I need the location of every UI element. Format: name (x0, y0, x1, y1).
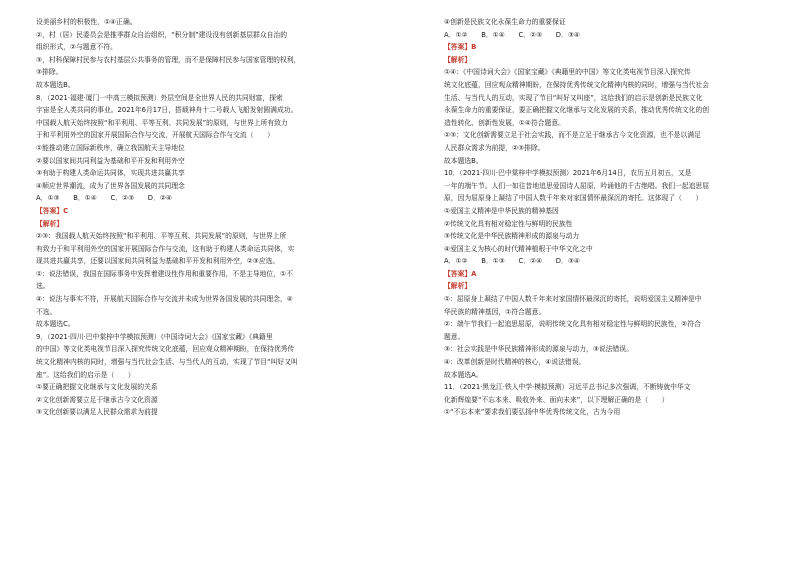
text-line: ②③：我国载人航天始终按照“和平利用、平等互利、共同发展”的原则，与世界上所 (36, 232, 287, 241)
analysis-label: 【解析】 (444, 282, 472, 291)
text-line: 统文化精神内核的同时，增强与当代社会生活、与当代人的互动，实现了节目“叫好又叫 (36, 358, 298, 367)
text-line: 中国载人航天始终按照“和平利用、平等互利、共同发展”的原则，与世界上所有致力 (36, 118, 288, 127)
analysis-label: 【解析】 (36, 219, 64, 228)
text-line: 组织形式，②与题意不符。 (36, 43, 117, 52)
text-line: ③有助于构建人类命运共同体，实现共进共赢共享 (36, 169, 185, 178)
text-line: 造性转化、创新性发展，①④符合题意。 (444, 118, 565, 127)
text-line: ④：说法与事实不符，开展航天国际合作与交流并未成为世界各国发展的共同理念，④ (36, 295, 293, 304)
text-line: 有致力于和平利用外空的国家开展国际合作与交流，这有助于构建人类命运共同体，实 (36, 244, 295, 253)
text-line: ④爱国主义为核心的时代精神植根于中华文化之中 (444, 244, 593, 253)
text-line: 现共进共赢共享，还要以国家间共同利益为基础和平开发和利用外空，②③应选。 (36, 257, 280, 266)
text-line: ①：屈原身上凝结了中国人数千年来对家国情怀最深沉的寄托，说明爱国主义精神是中 (444, 295, 702, 304)
text-line: 宇宙是全人类共同的事业。2021年6月17日，搭载神舟十二号载人飞船发射圆满成功。 (36, 106, 298, 115)
text-line: 故本题选C。 (36, 320, 75, 329)
text-line: A．①② B．①④ C．②③ D．③④ (444, 30, 581, 39)
text-line: 人民群众需求为前提，②③排除。 (444, 143, 545, 152)
text-line: 11．（2021·黑龙江·铁人中学·模拟预测）习近平总书记多次强调，不断铸就中华文 (444, 383, 691, 392)
text-line: 10．（2021·四川·巴中棠梓中学模拟预测）2021年6月14日，农历五月初五，又是 (444, 169, 692, 178)
text-line: ②要以国家间共同利益为基础和平开发和利用外空 (36, 156, 185, 165)
text-line: A．①③ B．①④ C．②③ D．②④ (36, 194, 173, 203)
text-line: ③排除。 (36, 68, 63, 77)
text-line: ②传统文化具有相对稳定性与鲜明的民族性 (444, 219, 573, 228)
text-line: ①要正确把握文化继承与文化发展的关系 (36, 383, 158, 392)
text-line: 故本题选B。 (36, 80, 75, 89)
text-line: ③：社会实践是中华民族精神形成的源泉与动力，③说法错误。 (444, 345, 633, 354)
text-line: A．①② B．①③ C．②④ D．③④ (444, 257, 581, 266)
text-line: ②：端午节我们一起追思屈原，说明传统文化具有相对稳定性与鲜明的民族性，②符合 (444, 320, 701, 329)
right-column (444, 16, 794, 419)
text-line: 9．（2021·四川·巴中棠梓中学模拟预测）《中国诗词大会》《国家宝藏》《典籍里 (36, 332, 273, 341)
text-line: ③文化创新要以满足人民群众需求为前提 (36, 408, 158, 417)
text-line: 华民族的精神基因，①符合题意。 (444, 307, 546, 316)
text-line: 设美丽乡村的积极性，①④正确。 (36, 18, 137, 26)
analysis-label: 【解析】 (444, 55, 472, 64)
text-line: 永葆生命力的重要保证，要正确把握文化继承与文化发展的关系，推动优秀传统文化的创 (444, 106, 710, 115)
text-line: 生活、与当代人的互动，实现了节目“叫好又叫座”，这给我们的启示是创新是民族文化 (444, 93, 703, 102)
text-line: ②文化创新需要立足于继承古今文化资源 (36, 395, 158, 404)
text-line: ①“不忘本来”要求我们要弘扬中华优秀传统文化，古为今用 (444, 408, 621, 417)
text-line: 于和平利用外空的国家开展国际合作与交流，开展航天国际合作与交流（ ） (36, 131, 274, 140)
text-line: ④：改革创新是时代精神的核心，④说法错误。 (444, 358, 586, 367)
text-line: 的中国》等文化类电视节目深入探究传统文化底蕴，回应观众精神期盼，在保持优秀传 (36, 345, 295, 354)
text-line: ②③：文化创新需要立足于社会实践，而不是立足于继承古今文化资源，也不是以满足 (444, 131, 701, 140)
text-line: 故本题选A。 (444, 370, 483, 379)
left-column (36, 16, 388, 419)
text-line: ③，村科保障村民参与农村基层公共事务的管理，而不是保障村民参与国家管理的权利， (36, 55, 301, 64)
text-line: ①④：《中国诗词大会》《国家宝藏》《典籍里的中国》等文化类电视节目深入探究传 (444, 68, 691, 77)
text-line: 选。 (36, 282, 50, 291)
text-line: ④创新是民族文化永葆生命力的重要保证 (444, 18, 566, 26)
text-line: 化新辉煌要“不忘本来、吸收外来、面向未来”，以下理解正确的是（ ） (444, 395, 669, 404)
text-line: ①能推动建立国际新秩序，确立我国航天主导地位 (36, 143, 185, 152)
text-line: ③传统文化是中华民族精神形成的源泉与动力 (444, 232, 580, 241)
answer-label: 【答案】A (444, 269, 477, 278)
text-line: ①：说法错误，我国在国际事务中发挥着建设性作用和重要作用，不是主导地位，①不 (36, 269, 293, 278)
text-line: 故本题选B。 (444, 156, 483, 165)
text-line: 题意。 (444, 332, 465, 341)
answer-label: 【答案】C (36, 206, 69, 215)
text-line: 一年的端午节。人们一如往昔地追思爱国诗人屈原，吟诵他的千古绝唱。我们一起追思屈 (444, 181, 710, 190)
text-line: 不选。 (36, 307, 57, 316)
text-line: 原，因为屈原身上凝结了中国人数千年来对家国情怀最深沉的寄托。这体现了（ ） (444, 194, 703, 203)
text-line: ②，村（居）民委员会是推季群众自治组织，“积分制”建设没有创新基层群众自治的 (36, 30, 288, 39)
answer-label: 【答案】B (444, 43, 477, 52)
text-line: 座”。这给我们的启示是（ ） (36, 370, 135, 379)
text-line: 统文化底蕴，回应观众精神期盼，在保持优秀传统文化精神内核的同时，增强与当代社会 (444, 80, 710, 89)
text-line: 8．（2021·福建·厦门一中高三模拟预测）外层空间是全世界人民的共同财富，探索 (36, 93, 283, 102)
text-line: ④顺应世界潮流，成为了世界各国发展的共同理念 (36, 181, 185, 190)
text-line: ①爱国主义精神是中华民族的精神基因 (444, 206, 559, 215)
